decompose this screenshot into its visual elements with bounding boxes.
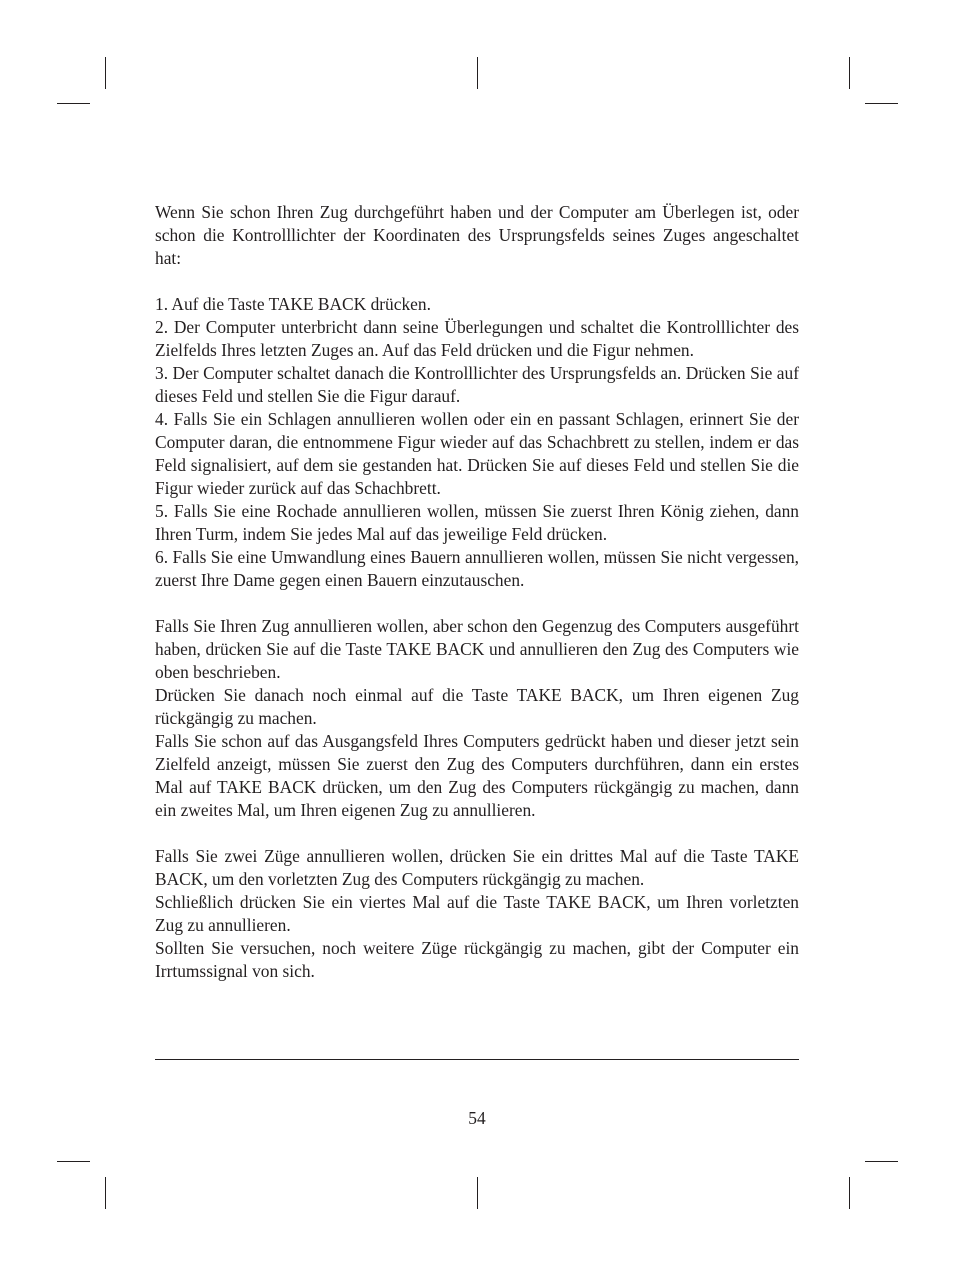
page-body bbox=[155, 201, 799, 983]
paragraph: Schließlich drücken Sie ein viertes Mal auf die Taste TAKE BACK, um Ihren vorletzten Zug zu annullieren. bbox=[155, 892, 799, 935]
paragraph: Sollten Sie versuchen, noch weitere Züge rückgängig zu machen, gibt der Computer ein Irrtumssignal von sich. bbox=[155, 938, 799, 981]
paragraph-gap bbox=[155, 592, 799, 615]
paragraph: Drücken Sie danach noch einmal auf die Taste TAKE BACK, um Ihren eigenen Zug rückgängig zu machen. bbox=[155, 685, 799, 728]
crop-mark bbox=[477, 57, 478, 89]
paragraph-gap bbox=[155, 822, 799, 845]
paragraph: Falls Sie Ihren Zug annullieren wollen, aber schon den Gegenzug des Computers ausgeführt haben, drücken Sie auf die Taste TAKE BACK und annullieren den Zug des Computers wie oben beschrieben. bbox=[155, 616, 799, 682]
paragraph: Falls Sie zwei Züge annullieren wollen, drücken Sie ein drittes Mal auf die Taste TAKE BACK, um den vorletzten Zug des Computers rückgängig zu machen. bbox=[155, 846, 799, 889]
crop-mark bbox=[849, 57, 850, 89]
crop-mark bbox=[477, 1177, 478, 1209]
crop-mark bbox=[865, 1161, 898, 1162]
crop-mark bbox=[57, 1161, 90, 1162]
paragraph: 6. Falls Sie eine Umwandlung eines Bauern annullieren wollen, müssen Sie nicht vergessen, zuerst Ihre Dame gegen einen Bauern einzutauschen. bbox=[155, 547, 799, 590]
page-number: 54 bbox=[468, 1108, 486, 1128]
paragraph-gap bbox=[155, 270, 799, 293]
crop-mark bbox=[849, 1177, 850, 1209]
paragraph: 4. Falls Sie ein Schlagen annullieren wollen oder ein en passant Schlagen, erinnert Sie der Computer daran, die entnommene Figur wieder auf das Schachbrett zu stellen, indem er das Feld signalisiert, auf dem sie gestanden hat. Drücken Sie auf dieses Feld und stellen Sie die Figur wieder zurück auf das Schachbrett. bbox=[155, 409, 799, 498]
paragraph: 1. Auf die Taste TAKE BACK drücken. bbox=[155, 294, 431, 314]
crop-mark bbox=[57, 103, 90, 104]
paragraph: 5. Falls Sie eine Rochade annullieren wollen, müssen Sie zuerst Ihren König ziehen, dann Ihren Turm, indem Sie jedes Mal auf das jeweilige Feld drücken. bbox=[155, 501, 799, 544]
paragraph: 3. Der Computer schaltet danach die Kontrolllichter des Ursprungsfelds an. Drücken Sie auf dieses Feld und stellen Sie die Figur darauf. bbox=[155, 363, 799, 406]
crop-mark bbox=[865, 103, 898, 104]
crop-mark bbox=[105, 57, 106, 89]
paragraph: Falls Sie schon auf das Ausgangsfeld Ihres Computers gedrückt haben und dieser jetzt sein Zielfeld anzeigt, müssen Sie zuerst den Zug des Computers durchführen, dann ein erstes Mal auf TAKE BACK drücken, um den Zug des Computers rückgängig zu machen, dann ein zweites Mal, um Ihren eigenen Zug zu annullieren. bbox=[155, 731, 799, 820]
paragraph: 2. Der Computer unterbricht dann seine Überlegungen und schaltet die Kontrolllichter des Zielfelds Ihres letzten Zuges an. Auf das Feld drücken und die Figur nehmen. bbox=[155, 317, 799, 360]
crop-mark bbox=[105, 1177, 106, 1209]
footer-rule bbox=[155, 1059, 799, 1060]
paragraph: Wenn Sie schon Ihren Zug durchgeführt haben und der Computer am Überlegen ist, oder schon die Kontrolllichter der Koordinaten des Ursprungsfelds seines Zuges angeschaltet hat: bbox=[155, 202, 799, 268]
